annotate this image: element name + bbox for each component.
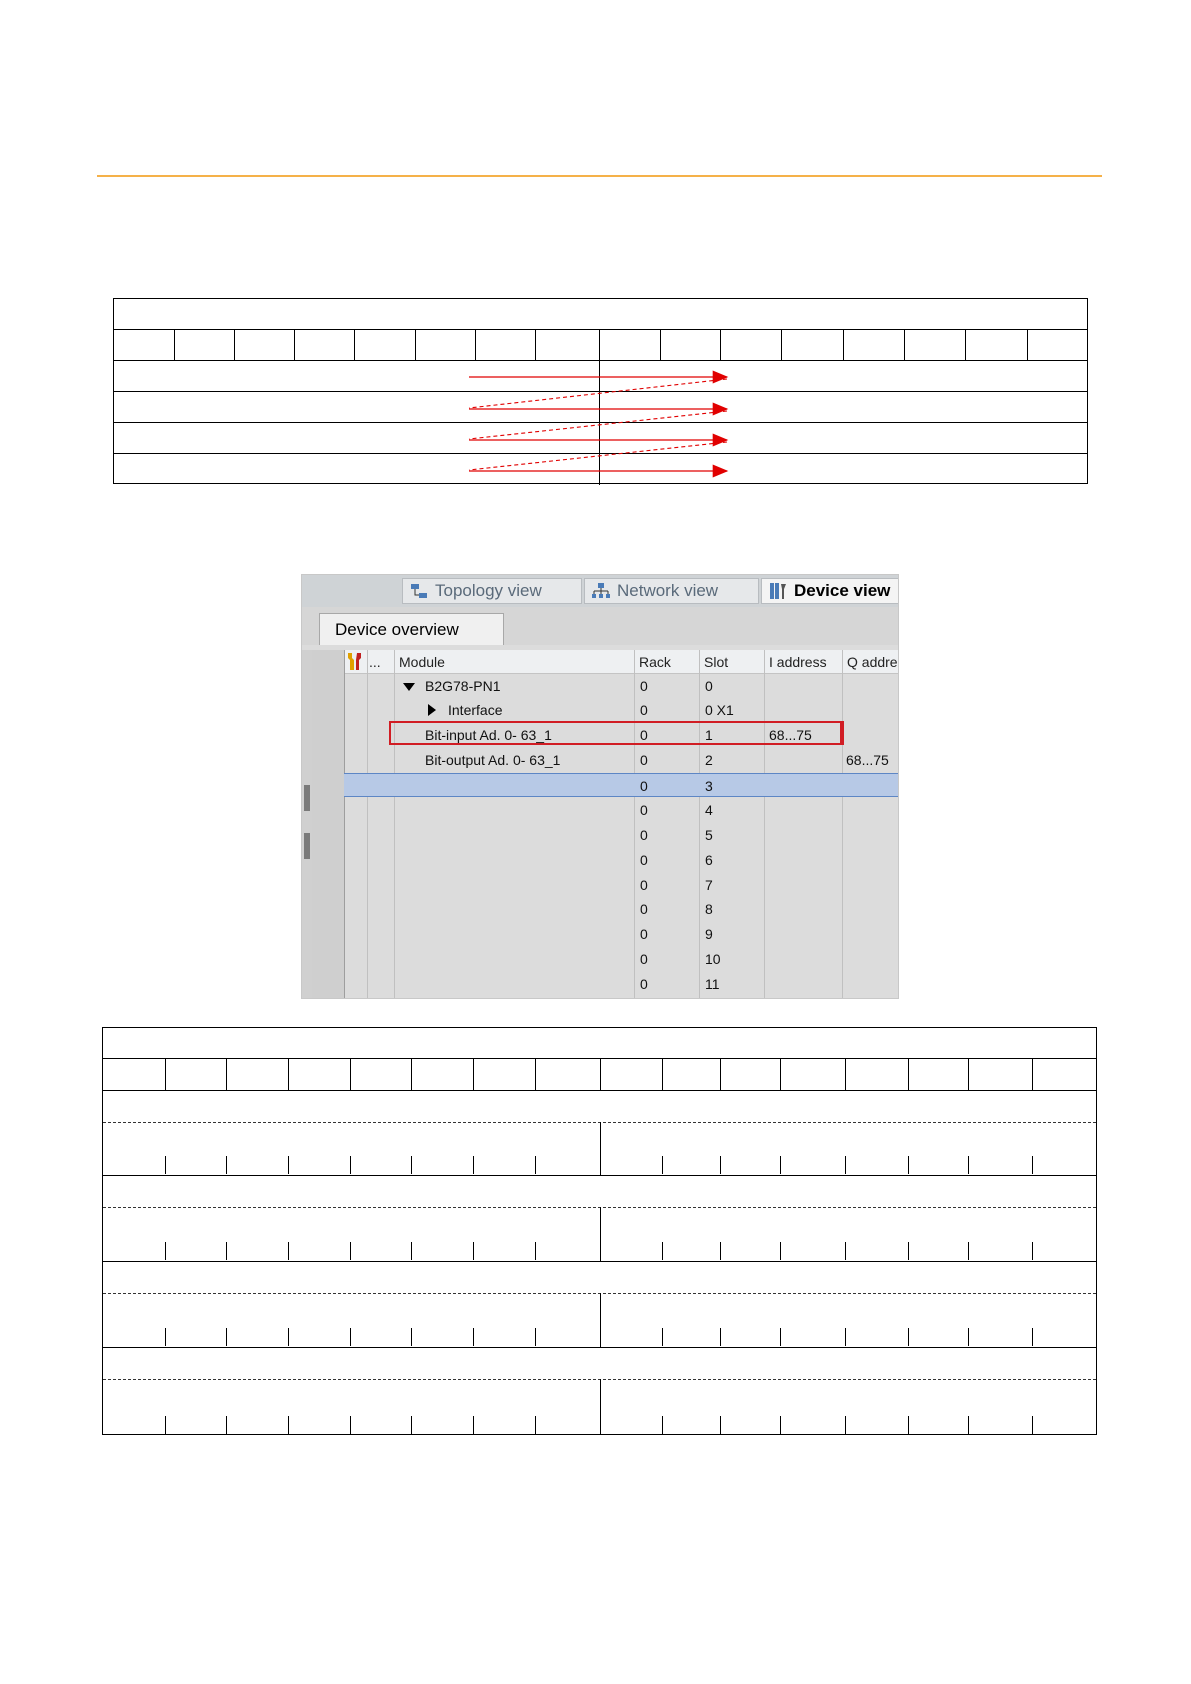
q-address-value: 68...75 xyxy=(846,752,889,768)
slot-value: 3 xyxy=(705,778,713,794)
bit-cell-divider xyxy=(535,1058,536,1090)
bit-tick xyxy=(411,1156,412,1174)
rack-value: 0 xyxy=(640,926,648,942)
bit-tick xyxy=(165,1328,166,1346)
tab-topology-view[interactable] xyxy=(402,578,582,604)
table-row[interactable] xyxy=(312,674,899,698)
table-row[interactable] xyxy=(312,922,899,946)
module-name: Interface xyxy=(448,702,503,718)
bit-tick xyxy=(473,1156,474,1174)
bit-tick xyxy=(780,1328,781,1346)
slot-value: 11 xyxy=(705,976,720,992)
bit-cell-divider xyxy=(845,1058,846,1090)
column-header-q-address[interactable]: Q addre xyxy=(847,654,898,670)
arrow-dashed xyxy=(469,442,727,470)
bit-tick xyxy=(908,1242,909,1260)
module-name: Bit-output Ad. 0- 63_1 xyxy=(425,752,561,768)
rack-value: 0 xyxy=(640,702,648,718)
bit-cell-divider xyxy=(288,1058,289,1090)
bit-tick xyxy=(226,1156,227,1174)
byte-divider xyxy=(600,1293,601,1347)
highlighted-i-address-outline xyxy=(764,721,844,745)
rack-value: 0 xyxy=(640,752,648,768)
bit-tick xyxy=(165,1416,166,1434)
byte-divider xyxy=(600,1122,601,1175)
grid-line xyxy=(103,1090,1096,1091)
rack-value: 0 xyxy=(640,901,648,917)
bit-tick xyxy=(908,1156,909,1174)
bit-tick xyxy=(288,1242,289,1260)
diagnostics-icon xyxy=(345,652,365,671)
bit-cell-divider xyxy=(600,1058,601,1090)
bit-tick xyxy=(780,1416,781,1434)
bit-cell-divider xyxy=(473,1058,474,1090)
bit-tick xyxy=(411,1416,412,1434)
column-header-rack[interactable]: Rack xyxy=(639,654,671,670)
left-collapse-strip xyxy=(302,650,312,999)
arrow-dashed xyxy=(469,379,727,408)
bit-tick xyxy=(720,1156,721,1174)
rack-value: 0 xyxy=(640,827,648,843)
column-header-ellipsis: ... xyxy=(369,654,381,670)
expanded-triangle-icon[interactable] xyxy=(403,683,415,691)
rack-value: 0 xyxy=(640,877,648,893)
rack-value: 0 xyxy=(640,727,648,743)
bit-tick xyxy=(720,1242,721,1260)
network-icon xyxy=(591,581,611,601)
accent-rule xyxy=(97,175,1102,177)
slot-value: 10 xyxy=(705,951,721,967)
table-row[interactable] xyxy=(312,873,899,897)
tab-device-overview[interactable] xyxy=(319,613,504,645)
slot-value: 0 X1 xyxy=(705,702,734,718)
table-row[interactable] xyxy=(312,698,899,722)
slot-value: 4 xyxy=(705,802,713,818)
rack-value: 0 xyxy=(640,852,648,868)
bit-tick xyxy=(908,1416,909,1434)
slot-value: 1 xyxy=(705,727,713,743)
tab-label: Topology view xyxy=(435,581,542,600)
i-address-value: 68...75 xyxy=(769,727,812,743)
tab-label: Device view xyxy=(794,581,891,600)
expand-right-handle[interactable] xyxy=(304,833,310,859)
rack-value: 0 xyxy=(640,802,648,818)
bit-tick xyxy=(662,1328,663,1346)
view-tab-bar xyxy=(302,575,899,607)
bit-tick xyxy=(845,1328,846,1346)
bit-tick xyxy=(350,1242,351,1260)
bit-cell-divider xyxy=(662,1058,663,1090)
byte-mapping-grid-bottom xyxy=(102,1027,1097,1435)
bit-tick xyxy=(720,1416,721,1434)
collapse-left-handle[interactable] xyxy=(304,785,310,811)
collapsed-triangle-icon[interactable] xyxy=(428,704,436,716)
table-header xyxy=(312,650,899,674)
module-name: Bit-input Ad. 0- 63_1 xyxy=(425,727,552,743)
bit-cell-divider xyxy=(720,1058,721,1090)
bit-tick xyxy=(968,1156,969,1174)
rack-value: 0 xyxy=(640,778,648,794)
tab-device-view[interactable] xyxy=(761,578,899,604)
bit-cell-divider xyxy=(350,1058,351,1090)
byte-divider xyxy=(600,1379,601,1435)
bit-tick xyxy=(968,1242,969,1260)
table-row-selected[interactable] xyxy=(344,773,899,797)
slot-value: 5 xyxy=(705,827,713,843)
table-row[interactable] xyxy=(312,848,899,872)
column-header-i-address[interactable]: I address xyxy=(769,654,827,670)
device-icon xyxy=(768,581,788,601)
slot-value: 6 xyxy=(705,852,713,868)
bit-tick xyxy=(535,1242,536,1260)
topology-icon xyxy=(409,581,429,601)
table-row[interactable] xyxy=(312,748,899,772)
bit-tick xyxy=(908,1328,909,1346)
byte-mapping-grid-top xyxy=(113,298,1088,484)
bit-tick xyxy=(350,1416,351,1434)
bit-tick xyxy=(473,1328,474,1346)
bit-tick xyxy=(968,1328,969,1346)
bit-tick xyxy=(350,1156,351,1174)
table-row[interactable] xyxy=(312,947,899,971)
bit-tick xyxy=(535,1416,536,1434)
bit-tick xyxy=(165,1156,166,1174)
bit-cell-divider xyxy=(165,1058,166,1090)
bit-tick xyxy=(1032,1416,1033,1434)
grid-line xyxy=(103,1261,1096,1262)
rack-value: 0 xyxy=(640,951,648,967)
bit-tick xyxy=(288,1328,289,1346)
bit-tick xyxy=(411,1328,412,1346)
bit-tick xyxy=(226,1242,227,1260)
column-header-module[interactable]: Module xyxy=(399,654,445,670)
bit-tick xyxy=(662,1242,663,1260)
bit-tick xyxy=(780,1156,781,1174)
bit-tick xyxy=(411,1242,412,1260)
rack-value: 0 xyxy=(640,678,648,694)
rack-value: 0 xyxy=(640,976,648,992)
byte-order-arrows xyxy=(114,299,1089,485)
byte-divider xyxy=(600,1207,601,1261)
bit-tick xyxy=(845,1416,846,1434)
bit-tick xyxy=(473,1416,474,1434)
bit-cell-divider xyxy=(908,1058,909,1090)
bit-tick xyxy=(165,1242,166,1260)
bit-cell-divider xyxy=(780,1058,781,1090)
bit-tick xyxy=(226,1416,227,1434)
grid-line xyxy=(103,1175,1096,1176)
bit-tick xyxy=(720,1328,721,1346)
bit-tick xyxy=(535,1328,536,1346)
bit-tick xyxy=(288,1156,289,1174)
bit-tick xyxy=(1032,1328,1033,1346)
tab-label: Network view xyxy=(617,581,719,600)
bit-tick xyxy=(288,1416,289,1434)
bit-cell-divider xyxy=(411,1058,412,1090)
bit-cell-divider xyxy=(226,1058,227,1090)
slot-value: 0 xyxy=(705,678,713,694)
bit-tick xyxy=(1032,1242,1033,1260)
table-row[interactable] xyxy=(312,972,899,996)
bit-tick xyxy=(226,1328,227,1346)
bit-tick xyxy=(1032,1156,1033,1174)
table-row[interactable] xyxy=(312,823,899,847)
arrow-dashed xyxy=(469,411,727,439)
tab-network-view[interactable] xyxy=(584,578,759,604)
bit-cell-divider xyxy=(968,1058,969,1090)
column-header-slot[interactable]: Slot xyxy=(704,654,729,670)
slot-value: 7 xyxy=(705,877,713,893)
bit-tick xyxy=(473,1242,474,1260)
bit-tick xyxy=(535,1156,536,1174)
bit-cell-divider xyxy=(1032,1058,1033,1090)
bit-tick xyxy=(662,1416,663,1434)
slot-value: 2 xyxy=(705,752,713,768)
device-view-screenshot xyxy=(301,574,899,999)
bit-tick xyxy=(845,1242,846,1260)
tab-label: Device overview xyxy=(335,619,459,639)
table-row[interactable] xyxy=(312,798,899,822)
grid-line xyxy=(103,1347,1096,1348)
bit-tick xyxy=(968,1416,969,1434)
slot-value: 8 xyxy=(705,901,713,917)
bit-tick xyxy=(845,1156,846,1174)
table-row[interactable] xyxy=(312,897,899,921)
bit-tick xyxy=(780,1242,781,1260)
bit-tick xyxy=(350,1328,351,1346)
slot-value: 9 xyxy=(705,926,713,942)
module-name: B2G78-PN1 xyxy=(425,678,501,694)
bit-tick xyxy=(662,1156,663,1174)
